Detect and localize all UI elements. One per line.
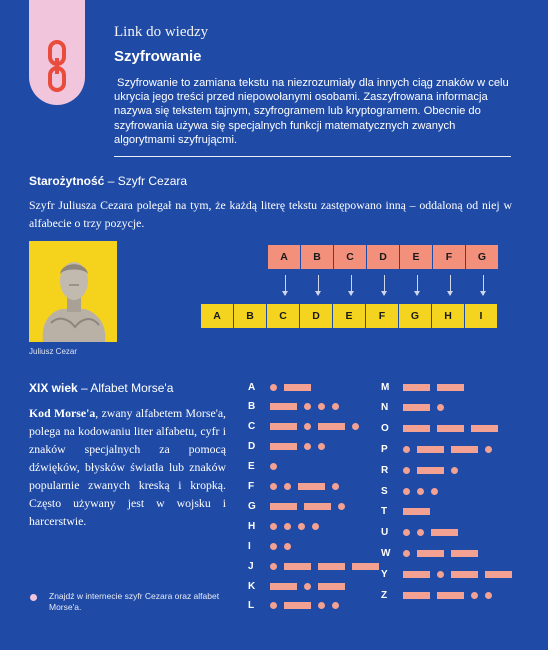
morse-letter: O [381, 423, 389, 435]
shift-arrow [417, 275, 418, 295]
morse-dot [485, 446, 492, 453]
cipher-letter-a: A [201, 304, 234, 328]
morse-dash [431, 529, 458, 536]
morse-dash [485, 571, 512, 578]
morse-letter: W [381, 547, 391, 559]
morse-dash [403, 384, 430, 391]
morse-dash [284, 602, 311, 609]
morse-letter: P [381, 443, 388, 455]
morse-letter: C [248, 421, 256, 433]
section-kicker: Link do wiedzy [114, 24, 209, 40]
plain-letter-g: G [466, 245, 499, 269]
morse-row-t [381, 505, 437, 519]
morse-description: Kod Morse'a, zwany alfabetem Morse'a, polega na kodowaniu liter alfabetu, cyfr i znaków specjalnych za pomocą dźwięków, błysków światła lub znaków popularnie zwanych kreską i kropką. Często używany jest w wojsku i harcerstwie. [29, 406, 227, 528]
morse-dot [270, 563, 277, 570]
morse-dash [318, 583, 345, 590]
morse-row-r [381, 463, 465, 477]
morse-row-m [381, 380, 471, 394]
cipher-letter-g: G [399, 304, 432, 328]
morse-dash [471, 425, 498, 432]
morse-dot [304, 423, 311, 430]
morse-dot [304, 403, 311, 410]
morse-letter: U [381, 527, 389, 539]
morse-row-e [248, 460, 284, 474]
plain-letter-d: D [367, 245, 400, 269]
morse-dot [270, 602, 277, 609]
morse-dot [417, 529, 424, 536]
morse-dot [403, 529, 410, 536]
morse-dash [318, 423, 345, 430]
morse-row-h [248, 519, 326, 533]
morse-letter: E [248, 461, 255, 473]
morse-dot [312, 523, 319, 530]
morse-dot [284, 543, 291, 550]
morse-dash [284, 384, 311, 391]
morse-row-o [381, 422, 505, 436]
morse-dash [437, 592, 464, 599]
morse-dot [471, 592, 478, 599]
task-note: Znajdź w internecie szyfr Cezara oraz alfabet Morse'a. [49, 591, 220, 612]
morse-row-a [248, 380, 318, 394]
caesar-description: Szyfr Juliusza Cezara polegał na tym, że każdą literę tekstu zastępowano inną – oddaloną od niej w alfabecie o trzy pozycje. [29, 198, 512, 230]
morse-dash [451, 446, 478, 453]
morse-letter: N [381, 402, 389, 414]
cipher-letter-d: D [300, 304, 333, 328]
morse-dash [403, 425, 430, 432]
morse-dash [403, 571, 430, 578]
morse-dot [403, 446, 410, 453]
morse-row-s [381, 484, 445, 498]
morse-dot [431, 488, 438, 495]
morse-row-c [248, 420, 366, 434]
plain-letter-b: B [301, 245, 334, 269]
morse-letter: M [381, 381, 390, 393]
shift-arrow [483, 275, 484, 295]
morse-dot [403, 467, 410, 474]
morse-letter: D [248, 441, 256, 453]
morse-dot [451, 467, 458, 474]
morse-dot [298, 523, 305, 530]
morse-row-w [381, 546, 485, 560]
morse-dash [403, 508, 430, 515]
morse-dash [352, 563, 379, 570]
morse-row-g [248, 499, 352, 513]
morse-dot [352, 423, 359, 430]
plain-letter-e: E [400, 245, 433, 269]
page-title: Szyfrowanie [114, 48, 202, 65]
morse-letter: A [248, 381, 256, 393]
shift-arrow [450, 275, 451, 295]
morse-dash [417, 446, 444, 453]
morse-dash [417, 550, 444, 557]
morse-dot [332, 403, 339, 410]
morse-dot [270, 463, 277, 470]
morse-letter: I [248, 540, 251, 552]
morse-row-y [381, 567, 519, 581]
bullet-icon [30, 594, 37, 601]
morse-dot [284, 523, 291, 530]
morse-dot [338, 503, 345, 510]
morse-heading: XIX wiek – Alfabet Morse'a [29, 381, 174, 395]
morse-dash [270, 583, 297, 590]
morse-dot [332, 483, 339, 490]
morse-dot [485, 592, 492, 599]
morse-letter: R [381, 464, 389, 476]
cipher-letter-e: E [333, 304, 366, 328]
morse-dot [437, 571, 444, 578]
morse-letter: L [248, 600, 255, 612]
divider [114, 156, 511, 157]
morse-letter: B [248, 401, 256, 413]
morse-dash [403, 404, 430, 411]
morse-letter: S [381, 485, 388, 497]
morse-row-b [248, 400, 346, 414]
morse-letter: G [248, 500, 256, 512]
shift-arrow [285, 275, 286, 295]
morse-dot [437, 404, 444, 411]
morse-dot [332, 602, 339, 609]
cipher-letter-f: F [366, 304, 399, 328]
morse-dot [284, 483, 291, 490]
morse-dot [318, 602, 325, 609]
morse-letter: J [248, 560, 254, 572]
morse-row-j [248, 559, 386, 573]
plain-letter-a: A [268, 245, 301, 269]
morse-dot [403, 488, 410, 495]
morse-letter: K [248, 580, 256, 592]
morse-row-d [248, 440, 332, 454]
morse-row-z [381, 588, 499, 602]
morse-letter: F [248, 481, 255, 492]
morse-dash [437, 425, 464, 432]
morse-letter: Z [381, 589, 388, 601]
cipher-letter-h: H [432, 304, 465, 328]
chain-link-icon [47, 40, 67, 92]
morse-row-l [248, 599, 346, 613]
morse-dot [270, 523, 277, 530]
morse-row-p [381, 442, 499, 456]
morse-dash [270, 403, 297, 410]
morse-dot [304, 443, 311, 450]
plain-letter-f: F [433, 245, 466, 269]
cipher-letter-b: B [234, 304, 267, 328]
morse-dot [270, 384, 277, 391]
shift-arrow [318, 275, 319, 295]
caesar-bust-image [29, 241, 117, 342]
morse-letter: Y [381, 568, 388, 580]
morse-dot [417, 488, 424, 495]
morse-dash [284, 563, 311, 570]
morse-row-i [248, 539, 298, 553]
morse-dash [270, 423, 297, 430]
morse-letter: H [248, 520, 256, 532]
morse-dot [318, 403, 325, 410]
cipher-letter-c: C [267, 304, 300, 328]
morse-dash [451, 550, 478, 557]
intro-paragraph: Szyfrowanie to zamiana tekstu na niezrozumiały dla innych ciąg znaków w celu ukrycia jego treści przed niepowołanymi osobami. Zaszyfrowana informacja nazywa się tekstem tajnym, szyfrogramem lub kryptogramem. Obecnie do szyfrowania używa się specjalnych funkcji matematycznych zwanych algorytmami szyfrującmi. [114, 77, 509, 146]
morse-letter: T [381, 506, 388, 518]
morse-row-u [381, 526, 465, 540]
plain-letter-c: C [334, 245, 367, 269]
morse-row-f [248, 480, 346, 494]
cipher-letter-i: I [465, 304, 498, 328]
morse-dash [298, 483, 325, 490]
shift-arrow [351, 275, 352, 295]
morse-row-n [381, 401, 451, 415]
morse-dash [437, 384, 464, 391]
morse-dot [270, 543, 277, 550]
morse-dash [403, 592, 430, 599]
morse-dash [270, 443, 297, 450]
morse-dot [270, 483, 277, 490]
morse-dash [304, 503, 331, 510]
image-caption: Juliusz Cezar [29, 347, 78, 356]
morse-dot [403, 550, 410, 557]
morse-dot [304, 583, 311, 590]
morse-dash [451, 571, 478, 578]
caesar-heading: Starożytność – Szyfr Cezara [29, 174, 188, 188]
morse-dash [270, 503, 297, 510]
morse-dot [318, 443, 325, 450]
morse-row-k [248, 579, 352, 593]
morse-dash [417, 467, 444, 474]
shift-arrow [384, 275, 385, 295]
morse-dash [318, 563, 345, 570]
